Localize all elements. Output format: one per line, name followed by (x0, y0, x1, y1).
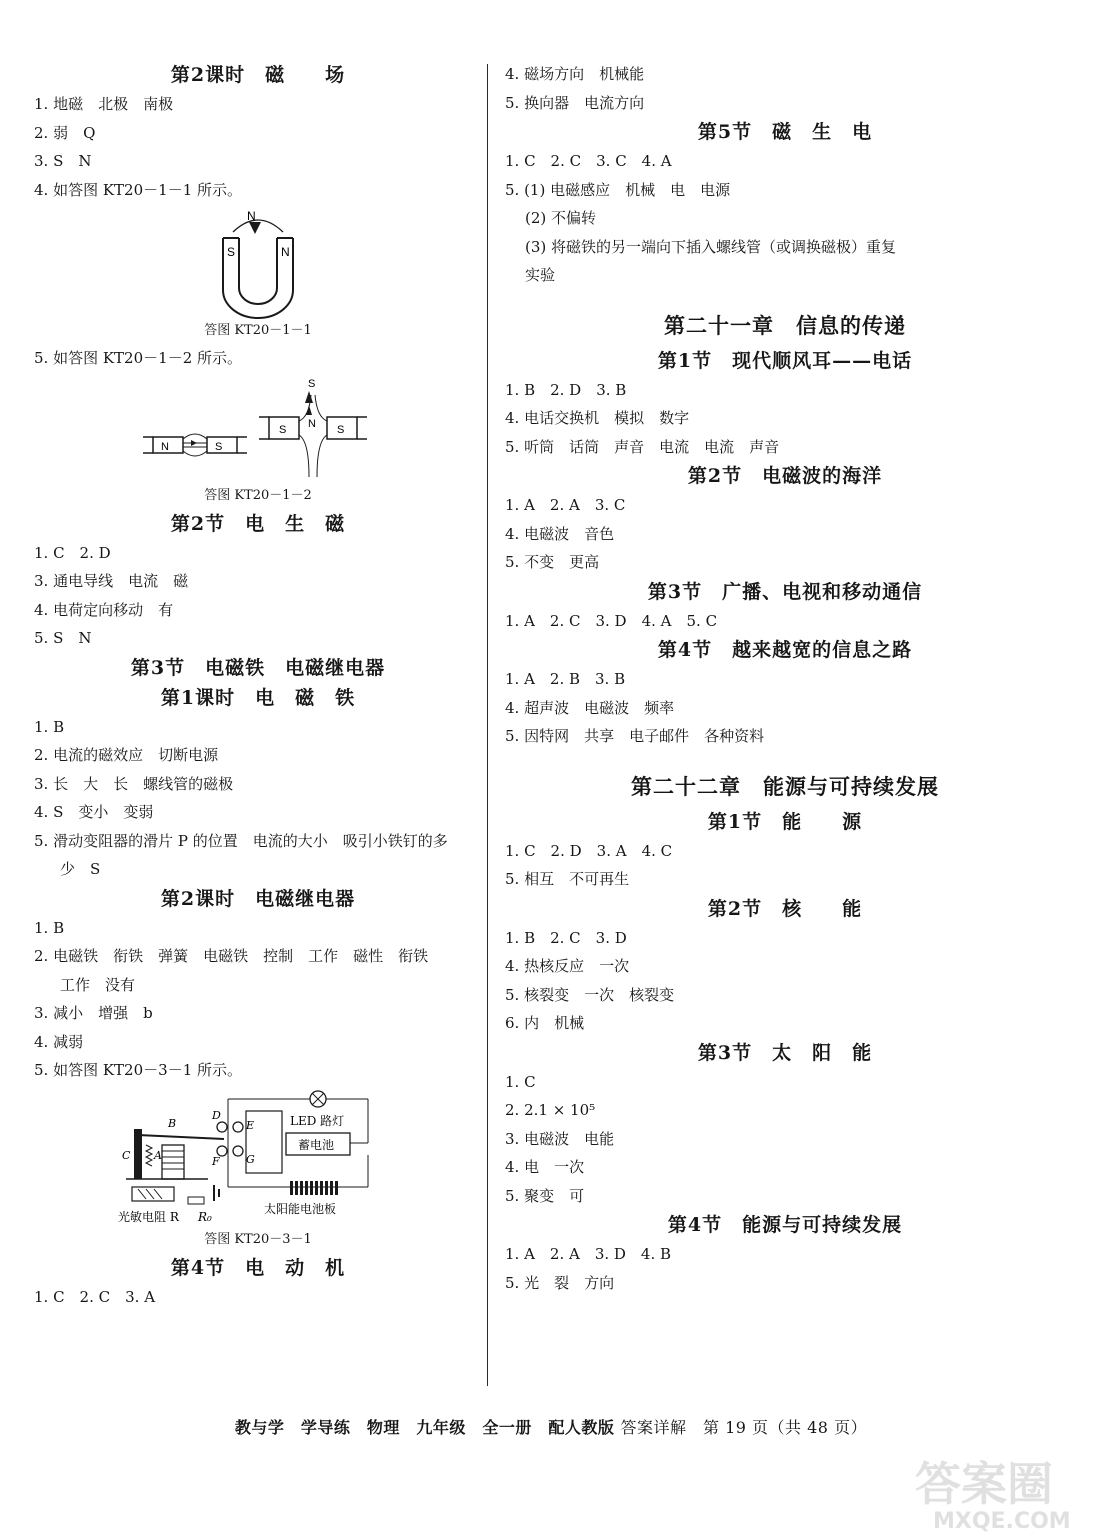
left-column (34, 60, 482, 1311)
answer-line: 3. 长 大 长 螺线管的磁极 (34, 774, 234, 793)
svg-text:F: F (212, 1154, 220, 1168)
svg-text:太阳能电池板: 太阳能电池板 (264, 1201, 337, 1216)
section-title: 第3节 电磁铁 电磁继电器 (130, 656, 386, 679)
section-title: 第4节 电 动 机 (170, 1256, 346, 1279)
answer-line: 1. C (505, 1072, 536, 1091)
answer-line: 4. 如答图 KT20－1－1 所示。 (34, 180, 243, 199)
u-magnet-figure (203, 208, 313, 320)
svg-text:N: N (161, 440, 169, 453)
subsection-title: 第2课时 电磁继电器 (160, 887, 356, 910)
section-title: 第3节 太 阳 能 (697, 1041, 873, 1064)
answer-line: 1. A 2. A 3. D 4. B (505, 1245, 672, 1263)
fig-label: N (281, 245, 290, 259)
answer-line: 1. B (34, 717, 65, 736)
figure-caption: 答图 KT20－1－1 (204, 323, 312, 338)
answer-line: 6. 内 机械 (505, 1014, 585, 1032)
footer-page: 答案详解 第 19 页（共 48 页） (620, 1418, 868, 1437)
answer-line: 1. C 2. D 3. A 4. C (505, 841, 673, 860)
answer-line: 5. 滑动变阻器的滑片 P 的位置 电流的大小 吸引小铁钉的多 (34, 831, 448, 850)
answer-line: 4. 电磁波 音色 (505, 524, 615, 543)
answer-line: 1. C 2. D (34, 543, 111, 562)
answer-line: 1. A 2. A 3. C (505, 496, 626, 514)
answer-line: 1. A 2. C 3. D 4. A 5. C (505, 611, 718, 630)
answer-line: 实验 (525, 266, 556, 284)
answer-line: 5. 核裂变 一次 核裂变 (505, 985, 675, 1004)
svg-text:A: A (154, 1148, 162, 1162)
answer-line: 4. 超声波 电磁波 频率 (505, 698, 675, 717)
answer-line: 4. 电话交换机 模拟 数字 (505, 409, 690, 427)
subsection-title: 第1课时 电 磁 铁 (160, 686, 356, 709)
answer-line: 5. (1) 电磁感应 机械 电 电源 (505, 180, 731, 199)
answer-line: 3. 电磁波 电能 (505, 1129, 615, 1148)
svg-text:N: N (308, 417, 316, 430)
fig-label: N (247, 209, 256, 223)
magnetic-field-figure (143, 377, 373, 485)
section-title: 第3节 广播、电视和移动通信 (647, 580, 923, 603)
svg-text:D: D (212, 1108, 221, 1122)
answer-line: 5. 如答图 KT20－1－2 所示。 (34, 349, 243, 367)
section-title: 第4节 能源与可持续发展 (667, 1214, 903, 1236)
relay-circuit-figure (118, 1089, 398, 1229)
answer-line: 4. 电 一次 (505, 1158, 585, 1176)
svg-text:R₀: R₀ (198, 1209, 212, 1224)
section-title: 第5节 磁 生 电 (697, 121, 873, 143)
answer-line: 5. 光 裂 方向 (505, 1273, 615, 1292)
section-title: 第2节 电磁波的海洋 (687, 465, 883, 487)
answer-line: 4. 减弱 (34, 1032, 84, 1051)
svg-text:蓄电池: 蓄电池 (298, 1137, 335, 1152)
right-column (505, 60, 1065, 1297)
fig-label: S (227, 245, 236, 259)
answer-line: 1. C 2. C 3. A (34, 1287, 156, 1306)
answer-line: (3) 将磁铁的另一端向下插入螺线管（或调换磁极）重复 (525, 237, 897, 256)
page-footer (0, 1415, 1102, 1438)
answer-line: 5. 听筒 话筒 声音 电流 电流 声音 (505, 437, 780, 456)
answer-line: (2) 不偏转 (525, 209, 597, 227)
svg-text:E: E (246, 1118, 255, 1132)
chapter-title: 第二十一章 信息的传递 (664, 312, 906, 338)
svg-text:S: S (215, 440, 223, 453)
answer-line: 2. 弱 Q (34, 123, 96, 142)
svg-text:S: S (279, 423, 287, 436)
answer-line: 2. 电磁铁 衔铁 弹簧 电磁铁 控制 工作 磁性 衔铁 (34, 947, 429, 965)
svg-text:B: B (168, 1116, 177, 1130)
watermark-logo (905, 1448, 1095, 1536)
chapter-title: 第二十二章 能源与可持续发展 (631, 773, 939, 799)
answer-line: 4. S 变小 变弱 (34, 803, 154, 821)
svg-text:MXQE.COM: MXQE.COM (933, 1509, 1071, 1534)
svg-text:S: S (308, 377, 316, 390)
section-title: 第2节 核 能 (707, 897, 863, 920)
svg-text:LED 路灯: LED 路灯 (290, 1113, 345, 1128)
answer-line: 1. B 2. C 3. D (505, 928, 627, 947)
svg-text:S: S (337, 423, 345, 436)
answer-line: 5. S N (34, 629, 92, 647)
section-title: 第2节 电 生 磁 (170, 512, 346, 535)
svg-text:C: C (122, 1148, 131, 1162)
answer-line: 5. 相互 不可再生 (505, 870, 630, 888)
answer-line: 2. 电流的磁效应 切断电源 (34, 746, 219, 764)
svg-text:答案圈: 答案圈 (915, 1457, 1053, 1511)
section-title: 第2课时 磁 场 (170, 64, 346, 86)
footer-series: 教与学 学导练 物理 九年级 全一册 配人教版 (234, 1418, 615, 1437)
answer-line: 工作 没有 (60, 975, 136, 994)
answer-line: 1. B (34, 918, 65, 937)
answer-line: 1. A 2. B 3. B (505, 670, 626, 688)
answer-line: 4. 电荷定向移动 有 (34, 600, 174, 619)
answer-line: 4. 热核反应 一次 (505, 957, 630, 975)
answer-line: 3. 通电导线 电流 磁 (34, 572, 189, 590)
answer-line: 3. 减小 增强 b (34, 1004, 153, 1022)
figure-caption: 答图 KT20－1－2 (204, 487, 312, 503)
answer-line: 1. 地磁 北极 南极 (34, 95, 174, 113)
column-divider (487, 64, 488, 1386)
answer-line: 5. 不变 更高 (505, 553, 600, 571)
section-title: 第1节 现代顺风耳——电话 (657, 349, 913, 372)
answer-line: 5. 因特网 共享 电子邮件 各种资料 (505, 727, 765, 745)
section-title: 第1节 能 源 (707, 810, 863, 833)
answer-line: 2. 2.1 × 10⁵ (505, 1101, 596, 1119)
answer-line: 5. 聚变 可 (505, 1186, 585, 1205)
answer-line: 少 S (60, 860, 101, 878)
answer-line: 5. 换向器 电流方向 (505, 93, 645, 112)
answer-line: 4. 磁场方向 机械能 (505, 65, 645, 83)
answer-line: 5. 如答图 KT20－3－1 所示。 (34, 1061, 243, 1079)
section-title: 第4节 越来越宽的信息之路 (657, 639, 913, 661)
figure-caption: 答图 KT20－3－1 (204, 1231, 312, 1247)
svg-text:G: G (246, 1152, 255, 1166)
svg-text:光敏电阻 R: 光敏电阻 R (118, 1209, 179, 1224)
answer-line: 1. B 2. D 3. B (505, 380, 627, 399)
answer-line: 1. C 2. C 3. C 4. A (505, 152, 672, 170)
answer-line: 3. S N (34, 152, 92, 170)
